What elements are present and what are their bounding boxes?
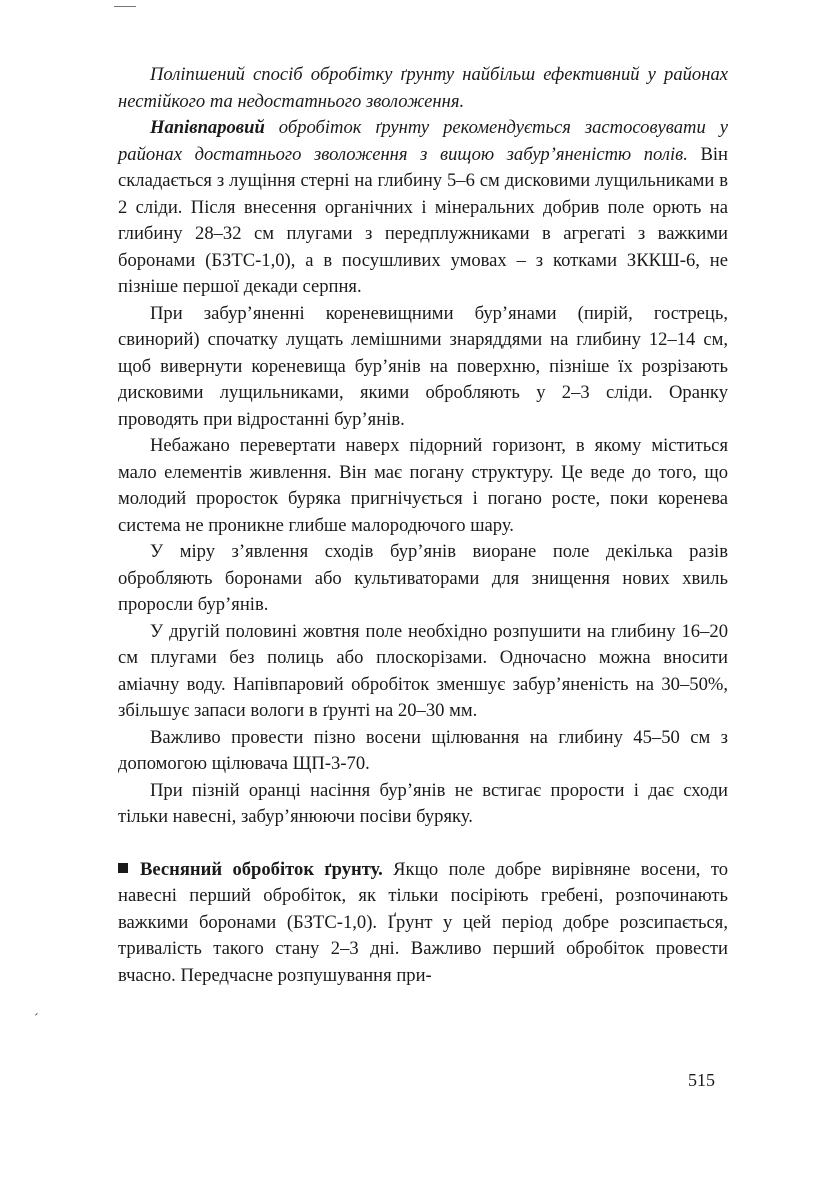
paragraph-rhizome-weeds: [118, 301, 728, 434]
heading-spring-tillage: Весняний обробіток ґрунту.: [140, 858, 383, 880]
paragraph-text: При забур’яненні кореневищними бур’янами (пирій, гострець, свинорий) спочатку лущать лемішними знаряддями на глибину 12–14 см, щоб вивернути кореневища бур’янів на поверхню, пізніше їх розрізають дисковими лущильниками, якими обробляють у 2–3 сліди. Оранку проводять при відростанні бур’янів.: [118, 302, 728, 430]
paragraph-improved-method: [118, 62, 728, 115]
margin-mark: ˊ: [34, 1012, 39, 1027]
paragraph-weed-shoots: [118, 539, 728, 619]
term-semi-fallow: Напівпаровий: [150, 117, 265, 138]
paragraph-semi-fallow: [118, 115, 728, 301]
paragraph-text: Він складається з лущіння стерні на глибину 5–6 см дисковими лущильниками в 2 сліди. Після внесення органічних і мінеральних добрив поле орють на глибину 28–32 см плугами з передплужниками в агрегаті з важкими боронами (БЗТС-1,0), а в посушливих умовах – з котками ЗККШ-6, не пізніше першої декади серпня.: [118, 143, 728, 297]
paragraph-text: Важливо провести пізно восени щілювання на глибину 45–50 см з допомогою щілювача ЩП-3-70.: [118, 726, 728, 774]
body-text: [118, 62, 728, 989]
paragraph-spring-tillage: [118, 857, 728, 990]
paragraph-text: У міру з’явлення сходів бур’янів виоране поле декілька разів обробляють боронами або культиваторами для знищення нових хвиль проросли бур’янів.: [118, 541, 728, 615]
paragraph-text: Небажано перевертати наверх підорний горизонт, в якому міститься мало елементів живлення. Він має погану структуру. Це веде до того, що молодий проросток буряка пригнічується і погано росте, поки коренева система не проникне глибше малородючого шару.: [118, 435, 728, 536]
paragraph-late-ploughing: [118, 778, 728, 831]
square-bullet-icon: [118, 863, 128, 873]
paragraph-text: У другій половині жовтня поле необхідно розпушити на глибину 16–20 см плугами без полиць або плоскорізами. Одночасно можна вносити аміачну воду. Напівпаровий обробіток зменшує забур’яненість на 30–50%, збільшує запаси вологи в ґрунті на 20–30 мм.: [118, 620, 728, 721]
paragraph-text: При пізній оранці насіння бур’янів не встигає прорости і дає сходи тільки навесні, забур’янюючи посіви буряку.: [118, 779, 728, 827]
paragraph-text: Якщо поле добре вирівняне восени, то навесні перший обробіток, як тільки посіріють гребені, розпочинають важкими боронами (БЗТС-1,0). Ґрунт у цей період добре розсипається, тривалість такого стану 2–3 дні. Важливо перший обробіток провести вчасно. Передчасне розпушування при-: [118, 858, 729, 986]
top-edge-mark: [114, 6, 136, 7]
paragraph-chiseling: [118, 725, 728, 778]
paragraph-italic-text: обробіток ґрунту рекомендується застосовувати у районах достатнього зволоження з вищою забур’яненістю полів.: [118, 117, 728, 165]
paragraph-text: Поліпшений спосіб обробітку ґрунту найбільш ефективний у районах нестійкого та недостатнього зволоження.: [118, 64, 728, 112]
page-number: 515: [688, 1070, 715, 1090]
paragraph-subsoil: [118, 433, 728, 539]
section-gap: [118, 831, 728, 857]
paragraph-october: [118, 619, 728, 725]
